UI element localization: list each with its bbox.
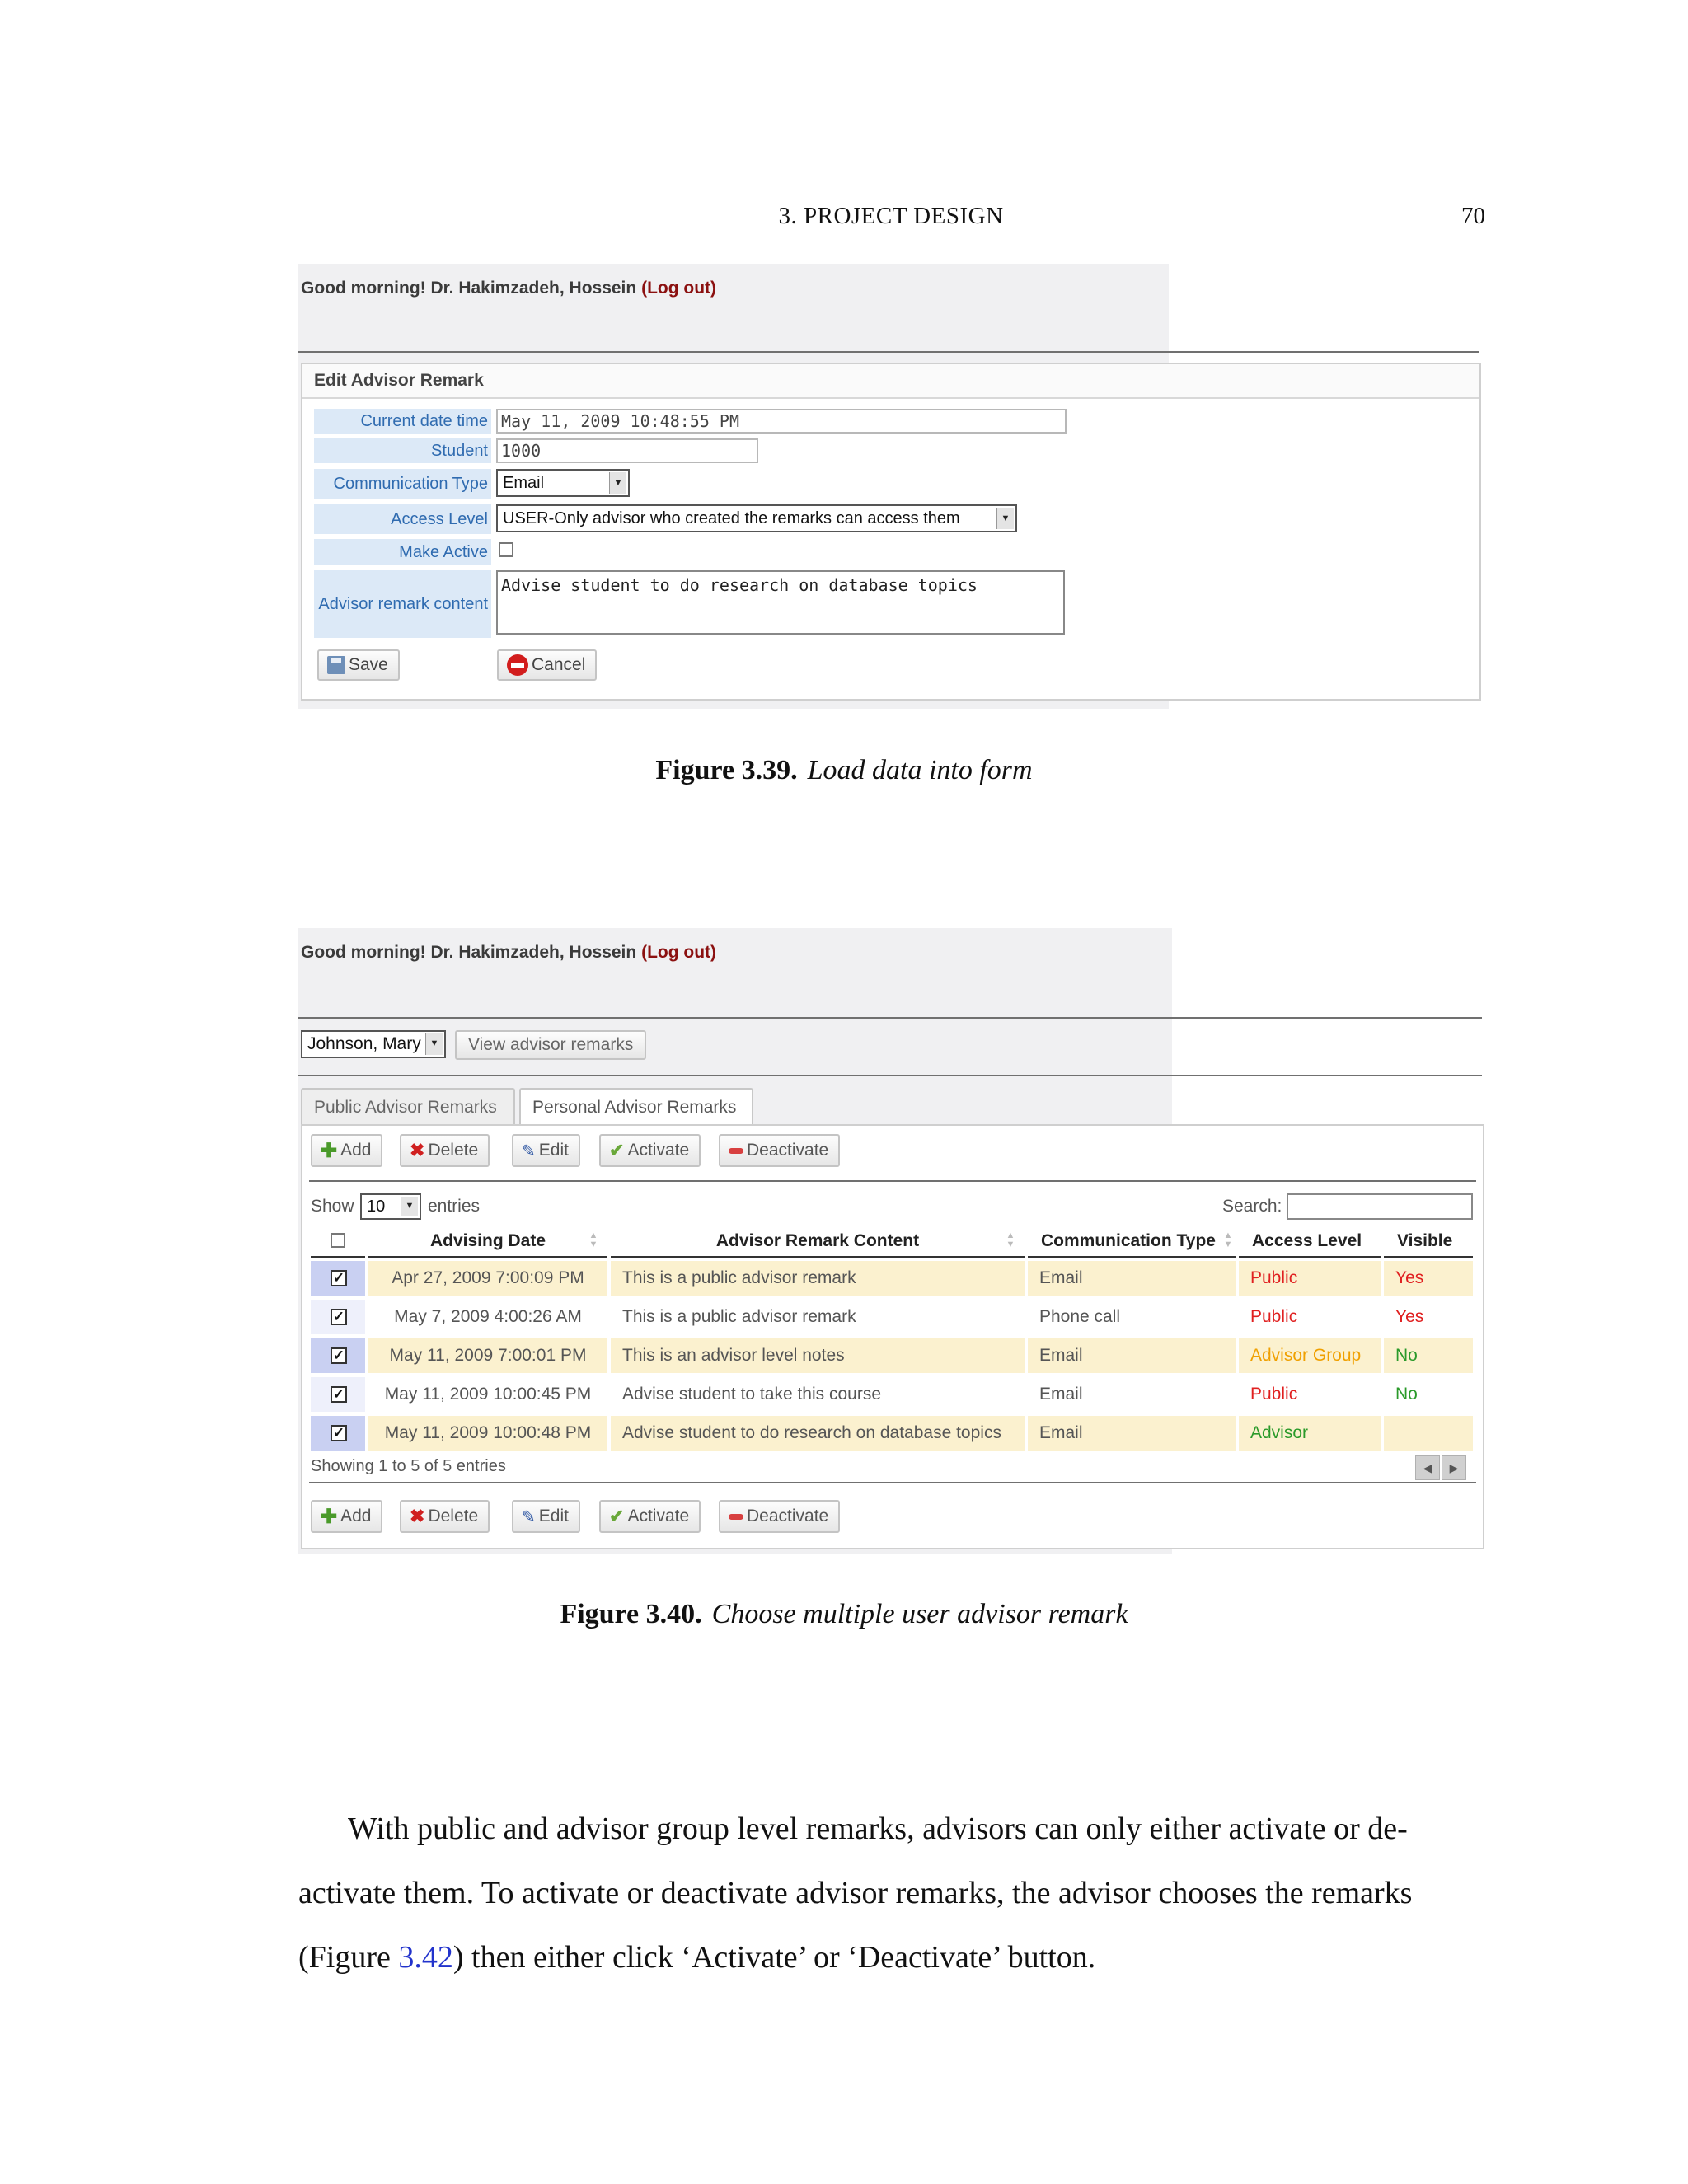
access-level-label: Access Level <box>314 504 491 534</box>
divider <box>298 1017 1482 1019</box>
save-button[interactable] <box>317 649 400 681</box>
edit-button[interactable] <box>512 1134 580 1167</box>
cell-type: Email <box>1028 1416 1236 1451</box>
row-checkbox[interactable]: ✓ <box>331 1386 347 1403</box>
edit-remark-form <box>301 363 1481 701</box>
cell-type: Email <box>1028 1261 1236 1296</box>
page-number: 70 <box>1461 203 1485 229</box>
sort-icon: ▲ ▼ <box>588 1230 598 1249</box>
deactivate-label: Deactivate <box>747 1507 829 1526</box>
cancel-button[interactable] <box>497 649 597 681</box>
figure2-caption <box>0 1599 1688 1630</box>
add-label: Add <box>340 1507 372 1526</box>
search-input[interactable] <box>1287 1193 1473 1220</box>
running-title: 3. PROJECT DESIGN <box>778 203 1004 229</box>
sort-icon: ▲ ▼ <box>1223 1230 1233 1249</box>
x-icon: ✖ <box>410 1140 425 1160</box>
add-button[interactable] <box>311 1134 382 1167</box>
row-checkbox-cell <box>311 1300 365 1334</box>
cell-content: Advise student to take this course <box>611 1377 1025 1412</box>
communication-type-value: Email <box>503 474 545 492</box>
deactivate-button[interactable] <box>719 1500 840 1533</box>
activate-button[interactable] <box>599 1500 701 1533</box>
greeting-text: Good morning! Dr. Hakimzadeh, Hossein <box>301 279 637 298</box>
communication-type-label: Communication Type <box>314 469 491 499</box>
cell-date: Apr 27, 2009 7:00:09 PM <box>368 1261 607 1296</box>
row-current-date-time <box>314 409 1138 434</box>
row-student <box>314 438 1138 463</box>
cell-date: May 11, 2009 7:00:01 PM <box>368 1338 607 1373</box>
cell-date: May 11, 2009 10:00:48 PM <box>368 1416 607 1451</box>
figure-reference-link[interactable]: 3.42 <box>398 1940 453 1975</box>
body-paragraph <box>298 1797 1489 1990</box>
divider <box>309 1482 1476 1483</box>
view-advisor-remarks-button[interactable] <box>455 1030 646 1060</box>
minus-icon <box>729 1514 743 1520</box>
previous-page-button[interactable]: ◀ <box>1415 1455 1440 1480</box>
delete-label: Delete <box>428 1507 479 1526</box>
body-line-2-text: activate them. To activate or deactivate advisor remarks, the advisor chooses the remarks <box>298 1876 1413 1910</box>
access-level-value: USER-Only advisor who created the remarks can access them <box>503 509 960 527</box>
column-visible[interactable] <box>1384 1225 1473 1258</box>
figure2-caption-text: Choose multiple user advisor remark <box>711 1599 1128 1629</box>
divider <box>298 1075 1482 1076</box>
cell-type: Phone call <box>1028 1300 1236 1334</box>
body-line-3-before: (Figure <box>298 1940 399 1975</box>
cancel-label: Cancel <box>532 655 586 674</box>
plus-icon: ✚ <box>321 1139 338 1162</box>
row-communication-type <box>314 469 1138 499</box>
row-make-active <box>314 539 1138 565</box>
body-line-3 <box>298 1925 1489 1990</box>
remarks-panel <box>301 1124 1484 1549</box>
row-checkbox[interactable]: ✓ <box>331 1425 347 1441</box>
row-checkbox[interactable]: ✓ <box>331 1270 347 1286</box>
column-communication-type-label: Communication Type <box>1041 1231 1216 1250</box>
minus-icon <box>729 1148 743 1154</box>
add-label: Add <box>340 1141 372 1160</box>
tab-personal-advisor-remarks[interactable]: Personal Advisor Remarks <box>519 1088 753 1126</box>
row-checkbox-cell <box>311 1261 365 1296</box>
cell-date: May 7, 2009 4:00:26 AM <box>368 1300 607 1334</box>
next-page-button[interactable]: ▶ <box>1442 1455 1466 1480</box>
body-line-3-after: ) then either click ‘Activate’ or ‘Deactivate’ button. <box>452 1940 1096 1975</box>
divider <box>309 1180 1476 1182</box>
check-icon: ✔ <box>609 1140 625 1160</box>
save-label: Save <box>349 655 388 674</box>
view-advisor-remarks-label: View advisor remarks <box>468 1035 634 1054</box>
remark-content-label: Advisor remark content <box>314 570 491 638</box>
figure1-screenshot <box>298 264 1479 709</box>
sort-icon: ▲ ▼ <box>1006 1230 1015 1249</box>
communication-type-select[interactable] <box>496 469 630 497</box>
delete-button[interactable] <box>400 1500 490 1533</box>
greeting-text: Good morning! Dr. Hakimzadeh, Hossein <box>301 943 637 962</box>
page-length-select[interactable] <box>360 1193 421 1220</box>
delete-label: Delete <box>428 1141 479 1160</box>
pencil-icon: ✎ <box>522 1141 536 1160</box>
edit-label: Edit <box>538 1507 569 1526</box>
divider <box>298 351 1479 353</box>
body-line-1-text: With public and advisor group level remarks, advisors can only either activate or de- <box>348 1811 1408 1846</box>
body-line-1 <box>298 1797 1489 1861</box>
cell-visible: Yes <box>1384 1300 1473 1334</box>
cell-type: Email <box>1028 1377 1236 1412</box>
greeting <box>301 279 716 298</box>
chevron-down-icon: ▼ <box>425 1033 443 1055</box>
cell-visible: Yes <box>1384 1261 1473 1296</box>
show-label: Show <box>311 1197 354 1216</box>
cell-content: This is an advisor level notes <box>611 1338 1025 1373</box>
cell-access: Public <box>1239 1300 1381 1334</box>
edit-button[interactable] <box>512 1500 580 1533</box>
figure2-caption-number: Figure 3.40. <box>560 1599 702 1629</box>
column-access-level-label: Access Level <box>1252 1231 1362 1250</box>
column-remark-content[interactable] <box>611 1225 1025 1258</box>
column-access-level[interactable] <box>1239 1225 1381 1258</box>
figure2-screenshot <box>298 928 1482 1554</box>
search-label: Search: <box>1222 1197 1282 1216</box>
current-date-time-field[interactable]: May 11, 2009 10:48:55 PM <box>496 409 1067 434</box>
select-all-header <box>311 1225 365 1258</box>
column-visible-label: Visible <box>1397 1231 1453 1250</box>
make-active-checkbox[interactable] <box>499 542 513 557</box>
logout-link[interactable]: (Log out) <box>641 943 717 962</box>
cell-visible: No <box>1384 1338 1473 1373</box>
cancel-icon <box>507 654 528 676</box>
cell-access: Advisor <box>1239 1416 1381 1451</box>
body-line-2 <box>298 1861 1489 1925</box>
cell-type: Email <box>1028 1338 1236 1373</box>
deactivate-button[interactable] <box>719 1134 840 1167</box>
current-date-time-label: Current date time <box>314 409 491 434</box>
student-label: Student <box>314 438 491 463</box>
figure1-caption-number: Figure 3.39. <box>655 755 798 785</box>
row-checkbox-cell <box>311 1416 365 1451</box>
chevron-down-icon: ▼ <box>609 472 626 494</box>
row-checkbox[interactable]: ✓ <box>331 1309 347 1325</box>
edit-label: Edit <box>538 1141 569 1160</box>
activate-button[interactable] <box>599 1134 701 1167</box>
deactivate-label: Deactivate <box>747 1141 829 1160</box>
column-advising-date[interactable] <box>368 1225 607 1258</box>
activate-label: Activate <box>627 1507 690 1526</box>
delete-button[interactable] <box>400 1134 490 1167</box>
greeting <box>301 943 716 963</box>
chevron-down-icon: ▼ <box>401 1197 418 1216</box>
logout-link[interactable]: (Log out) <box>641 279 717 298</box>
activate-label: Activate <box>627 1141 690 1160</box>
cell-visible <box>1384 1416 1473 1451</box>
cell-date: May 11, 2009 10:00:45 PM <box>368 1377 607 1412</box>
save-disk-icon <box>327 656 345 674</box>
chevron-down-icon: ▼ <box>996 508 1014 529</box>
page-length-value: 10 <box>367 1197 386 1216</box>
tab-public-advisor-remarks[interactable]: Public Advisor Remarks <box>301 1088 515 1126</box>
x-icon: ✖ <box>410 1506 425 1526</box>
add-button[interactable] <box>311 1500 382 1533</box>
student-field[interactable]: 1000 <box>496 438 758 463</box>
plus-icon: ✚ <box>321 1505 338 1528</box>
access-level-select[interactable] <box>496 504 1017 532</box>
student-select[interactable] <box>301 1030 446 1058</box>
column-advising-date-label: Advising Date <box>429 1231 546 1250</box>
row-access-level <box>314 504 1303 534</box>
figure1-caption-text: Load data into form <box>807 755 1033 785</box>
cell-access: Public <box>1239 1377 1381 1412</box>
cell-content: This is a public advisor remark <box>611 1261 1025 1296</box>
page-header <box>297 203 1485 236</box>
row-remark-content <box>314 570 1138 638</box>
entries-label: entries <box>428 1197 481 1216</box>
column-communication-type[interactable] <box>1028 1225 1236 1258</box>
cell-access: Public <box>1239 1261 1381 1296</box>
cell-content: Advise student to do research on database topics <box>611 1416 1025 1451</box>
row-checkbox-cell <box>311 1377 365 1412</box>
select-all-checkbox[interactable] <box>331 1233 345 1248</box>
check-icon: ✔ <box>609 1506 625 1526</box>
remark-content-textarea[interactable]: Advise student to do research on database topics <box>496 570 1065 635</box>
figure1-caption <box>0 755 1688 786</box>
pencil-icon: ✎ <box>522 1507 536 1526</box>
student-select-value: Johnson, Mary <box>307 1034 421 1053</box>
make-active-label: Make Active <box>314 539 491 565</box>
cell-access: Advisor Group <box>1239 1338 1381 1373</box>
row-checkbox[interactable]: ✓ <box>331 1347 347 1364</box>
cell-content: This is a public advisor remark <box>611 1300 1025 1334</box>
cell-visible: No <box>1384 1377 1473 1412</box>
column-remark-content-label: Advisor Remark Content <box>715 1231 920 1250</box>
table-info: Showing 1 to 5 of 5 entries <box>311 1457 506 1475</box>
form-title: Edit Advisor Remark <box>302 364 1479 399</box>
row-checkbox-cell <box>311 1338 365 1373</box>
